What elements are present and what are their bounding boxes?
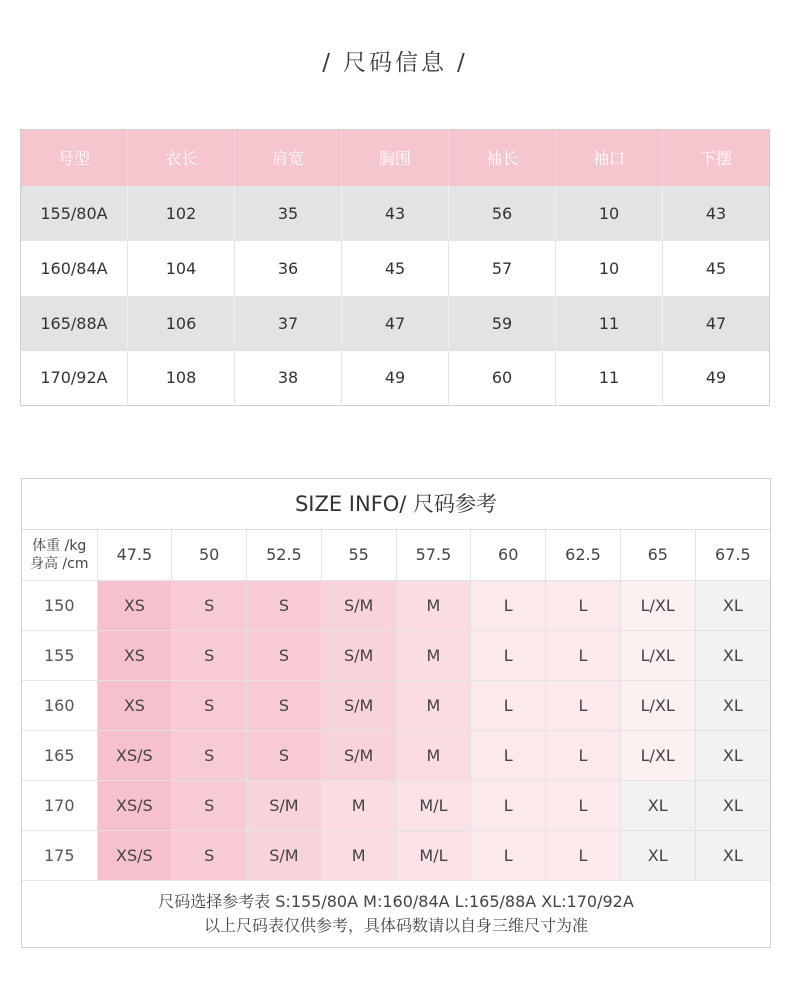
size-cell: XS/S (97, 830, 172, 880)
table-cell: 47 (663, 296, 770, 351)
weight-cell: 62.5 (546, 530, 621, 580)
size-cell: S/M (321, 680, 396, 730)
size-cell: S/M (321, 730, 396, 780)
size-cell: S (172, 680, 247, 730)
header-cell: 肩宽 (235, 130, 342, 186)
height-cell: 170 (22, 780, 97, 830)
weight-cell: 65 (620, 530, 695, 580)
size-cell: L (546, 680, 621, 730)
table-row (22, 830, 770, 880)
table-row (22, 580, 770, 630)
size-cell: L (471, 780, 546, 830)
weight-cell: 57.5 (396, 530, 471, 580)
size-cell: S/M (247, 780, 322, 830)
table-cell: 36 (235, 241, 342, 296)
size-cell: L (471, 730, 546, 780)
size-cell: L (471, 580, 546, 630)
size-cell: M (321, 780, 396, 830)
size-cell: L (546, 580, 621, 630)
size-cell: L (546, 830, 621, 880)
weight-cell: 60 (471, 530, 546, 580)
size-cell: L (546, 730, 621, 780)
size-cell: L/XL (620, 680, 695, 730)
size-cell: XS/S (97, 730, 172, 780)
page-title (0, 44, 790, 77)
header-cell: 下摆 (663, 130, 770, 186)
size-cell: S (172, 780, 247, 830)
size-cell: XL (695, 680, 770, 730)
table-cell: 165/88A (40, 313, 108, 333)
header-cell: 袖口 (556, 130, 663, 186)
size-cell: M (396, 680, 471, 730)
size-cell: S/M (321, 630, 396, 680)
table-cell: 155/80A (40, 203, 108, 223)
disclaimer-text: 以上尺码表仅供参考，具体码数请以自身三维尺寸为准 (203, 915, 588, 935)
size-cell: M/L (396, 830, 471, 880)
table-cell: 56 (449, 186, 556, 241)
height-cell: 150 (22, 580, 97, 630)
weight-cell: 47.5 (97, 530, 172, 580)
corner-cell (22, 530, 97, 580)
size-cell: M (321, 830, 396, 880)
table-cell: 35 (235, 186, 342, 241)
size-cell: XL (620, 830, 695, 880)
table-cell: 43 (342, 186, 449, 241)
table-row (22, 780, 770, 830)
size-cell: XL (620, 780, 695, 830)
table-cell: 108 (128, 351, 235, 406)
weight-cell: 55 (321, 530, 396, 580)
table-row (21, 186, 770, 241)
size-reference-footer (22, 881, 770, 938)
weight-header-row (22, 530, 770, 580)
height-cell: 175 (22, 830, 97, 880)
size-cell: S (247, 680, 322, 730)
weight-cell: 52.5 (247, 530, 322, 580)
size-cell: L (471, 830, 546, 880)
header-cell: 胸围 (342, 130, 449, 186)
size-cell: L/XL (620, 580, 695, 630)
table-cell: 45 (342, 241, 449, 296)
header-cell: 号型 (57, 149, 90, 169)
size-cell: M/L (396, 780, 471, 830)
size-cell: S (172, 580, 247, 630)
size-cell: XS/S (97, 780, 172, 830)
size-cell: L (546, 630, 621, 680)
table-cell: 160/84A (40, 258, 108, 278)
size-cell: L (471, 630, 546, 680)
size-cell: S (172, 630, 247, 680)
size-cell: S/M (247, 830, 322, 880)
height-cell: 165 (22, 730, 97, 780)
size-cell: XS (97, 580, 172, 630)
table-cell: 60 (449, 351, 556, 406)
table-cell: 49 (663, 351, 770, 406)
size-cell: XS (97, 680, 172, 730)
table-cell: 104 (128, 241, 235, 296)
header-cell: 袖长 (449, 130, 556, 186)
size-cell: S (247, 630, 322, 680)
size-cell: L (546, 780, 621, 830)
size-guide-legend: 尺码选择参考表 S:155/80A M:160/84A L:165/88A XL:170/92A (158, 891, 634, 911)
size-cell: S (172, 730, 247, 780)
table-cell: 37 (235, 296, 342, 351)
height-cell: 155 (22, 630, 97, 680)
table-row (22, 680, 770, 730)
title-slash-right: / (457, 50, 468, 76)
weight-cell: 50 (172, 530, 247, 580)
table-cell: 59 (449, 296, 556, 351)
size-cell: S (172, 830, 247, 880)
table-row (22, 730, 770, 780)
title-slash-left: / (322, 50, 333, 76)
size-cell: S/M (321, 580, 396, 630)
size-cell: M (396, 730, 471, 780)
size-cell: XL (695, 830, 770, 880)
size-cell: M (396, 580, 471, 630)
table-cell: 170/92A (40, 368, 108, 388)
table-cell: 38 (235, 351, 342, 406)
size-cell: L/XL (620, 730, 695, 780)
table-cell: 49 (342, 351, 449, 406)
title-text: 尺码信息 (343, 50, 447, 76)
weight-cell: 67.5 (695, 530, 770, 580)
size-cell: XL (695, 780, 770, 830)
size-cell: XS (97, 630, 172, 680)
table-header-row (21, 130, 770, 186)
table-cell: 102 (128, 186, 235, 241)
size-reference-table (22, 530, 770, 881)
size-cell: XL (695, 730, 770, 780)
table-row (21, 241, 770, 296)
table-cell: 11 (556, 296, 663, 351)
table-cell: 106 (128, 296, 235, 351)
header-cell: 衣长 (128, 130, 235, 186)
table-row (22, 630, 770, 680)
size-measurement-table (20, 129, 770, 406)
size-cell: XL (695, 630, 770, 680)
height-cell: 160 (22, 680, 97, 730)
size-cell: S (247, 730, 322, 780)
weight-unit-label: 体重 /kg (32, 537, 87, 554)
size-cell: L (471, 680, 546, 730)
size-cell: L/XL (620, 630, 695, 680)
table-cell: 10 (556, 241, 663, 296)
table-row (21, 351, 770, 406)
table-cell: 45 (663, 241, 770, 296)
size-info-title: SIZE INFO/ 尺码参考 (22, 479, 770, 530)
size-cell: XL (695, 580, 770, 630)
size-cell: S (247, 580, 322, 630)
table-cell: 10 (556, 186, 663, 241)
table-cell: 57 (449, 241, 556, 296)
table-row (21, 296, 770, 351)
size-reference-panel (21, 478, 771, 948)
table-cell: 11 (556, 351, 663, 406)
table-cell: 47 (342, 296, 449, 351)
height-unit-label: 身高 /cm (29, 555, 89, 572)
size-cell: M (396, 630, 471, 680)
table-cell: 43 (663, 186, 770, 241)
